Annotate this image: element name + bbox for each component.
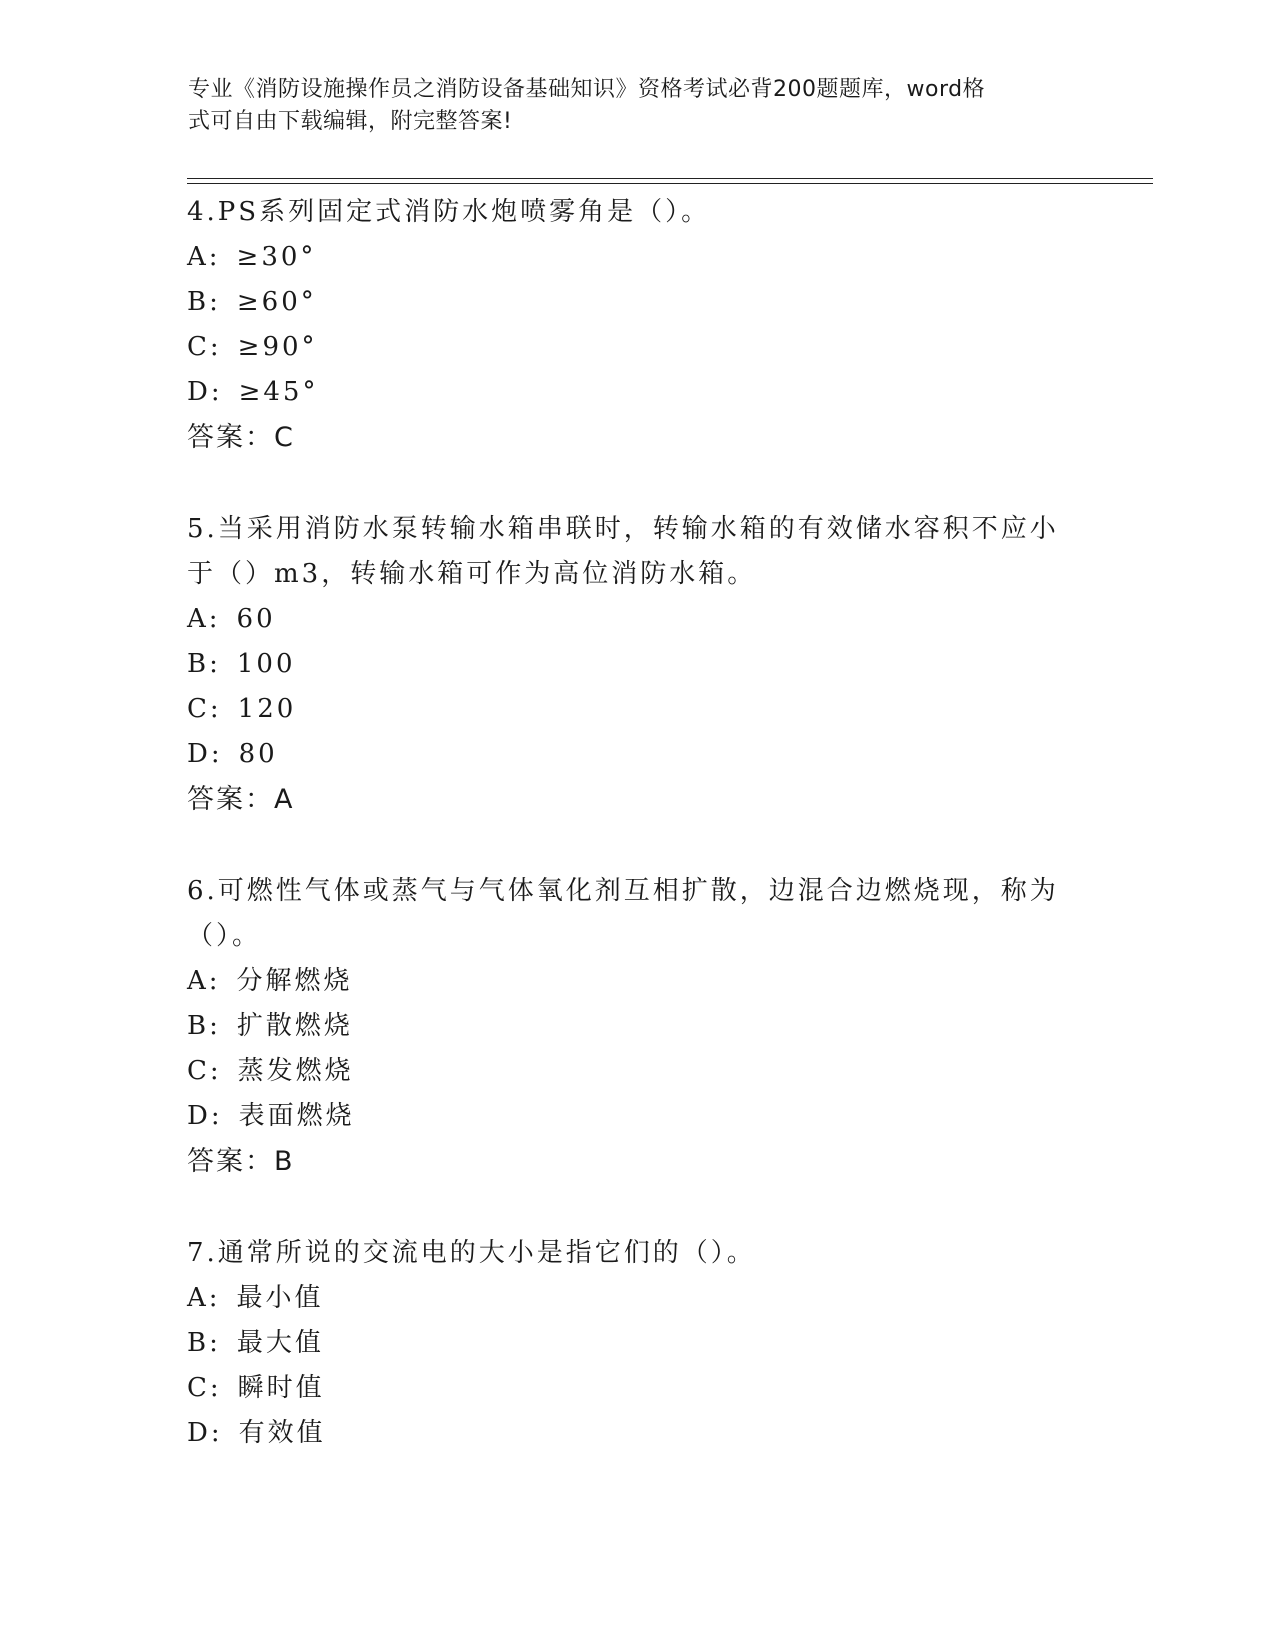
question-text: 6.可燃性气体或蒸气与气体氧化剂互相扩散，边混合边燃烧现，称为（）。 [187, 876, 1059, 951]
question-6 [187, 869, 1067, 1185]
option-text: 有效值 [238, 1418, 326, 1448]
question-text: 5.当采用消防水泵转输水箱串联时，转输水箱的有效储水容积不应小于（）m3，转输水箱可作为高位消防水箱。 [187, 514, 1059, 589]
option-letter: B: [187, 287, 221, 317]
option-text: 扩散燃烧 [236, 1011, 353, 1041]
option-text: 80 [238, 739, 278, 769]
option-text: 最大值 [236, 1328, 324, 1358]
option-c [187, 1049, 1067, 1094]
option-d [187, 1094, 1067, 1139]
option-letter: A: [187, 604, 221, 634]
option-c [187, 325, 1067, 370]
option-text: ≥90° [237, 332, 318, 362]
option-text: 100 [236, 649, 296, 679]
option-d [187, 370, 1067, 415]
option-a [187, 597, 1067, 642]
option-c [187, 1366, 1067, 1411]
option-c [187, 687, 1067, 732]
option-text: 分解燃烧 [236, 966, 353, 996]
option-text: 瞬时值 [237, 1373, 325, 1403]
option-letter: D: [187, 1101, 223, 1131]
option-letter: A: [187, 242, 221, 272]
option-b [187, 280, 1067, 325]
option-a [187, 1276, 1067, 1321]
option-text: 120 [237, 694, 297, 724]
option-text: 表面燃烧 [238, 1101, 355, 1131]
question-4 [187, 190, 1067, 461]
option-letter: A: [187, 966, 221, 996]
option-text: ≥30° [236, 242, 317, 272]
option-letter: A: [187, 1283, 221, 1313]
option-text: ≥60° [236, 287, 317, 317]
option-text: 最小值 [236, 1283, 324, 1313]
question-7 [187, 1231, 1067, 1456]
question-text: 7.通常所说的交流电的大小是指它们的（）。 [187, 1238, 756, 1268]
answer-text: 答案：C [187, 422, 295, 453]
option-letter: D: [187, 1418, 223, 1448]
option-text: 蒸发燃烧 [237, 1056, 354, 1086]
answer-text: 答案：B [187, 1146, 295, 1177]
header-title-line-1: 专业《消防设施操作员之消防设备基础知识》资格考试必背200题题库，word格 [188, 77, 986, 102]
answer-text: 答案：A [187, 784, 295, 815]
option-d [187, 1411, 1067, 1456]
option-d [187, 732, 1067, 777]
header-divider-bottom [187, 183, 1153, 184]
option-a [187, 959, 1067, 1004]
option-letter: D: [187, 377, 223, 407]
option-b [187, 642, 1067, 687]
option-letter: B: [187, 649, 221, 679]
option-b [187, 1004, 1067, 1049]
question-text: 4.PS系列固定式消防水炮喷雾角是（）。 [187, 197, 711, 227]
option-letter: C: [187, 1056, 222, 1086]
option-letter: D: [187, 739, 223, 769]
option-text: 60 [236, 604, 276, 634]
option-a [187, 235, 1067, 280]
question-list [187, 190, 1067, 1502]
option-letter: C: [187, 694, 222, 724]
option-letter: C: [187, 1373, 222, 1403]
option-letter: B: [187, 1328, 221, 1358]
option-letter: C: [187, 332, 222, 362]
option-letter: B: [187, 1011, 221, 1041]
option-b [187, 1321, 1067, 1366]
option-text: ≥45° [238, 377, 319, 407]
header-title-line-2: 式可自由下载编辑，附完整答案! [188, 109, 513, 134]
document-header [188, 74, 1068, 138]
question-5 [187, 507, 1067, 823]
header-divider-top [187, 178, 1153, 179]
